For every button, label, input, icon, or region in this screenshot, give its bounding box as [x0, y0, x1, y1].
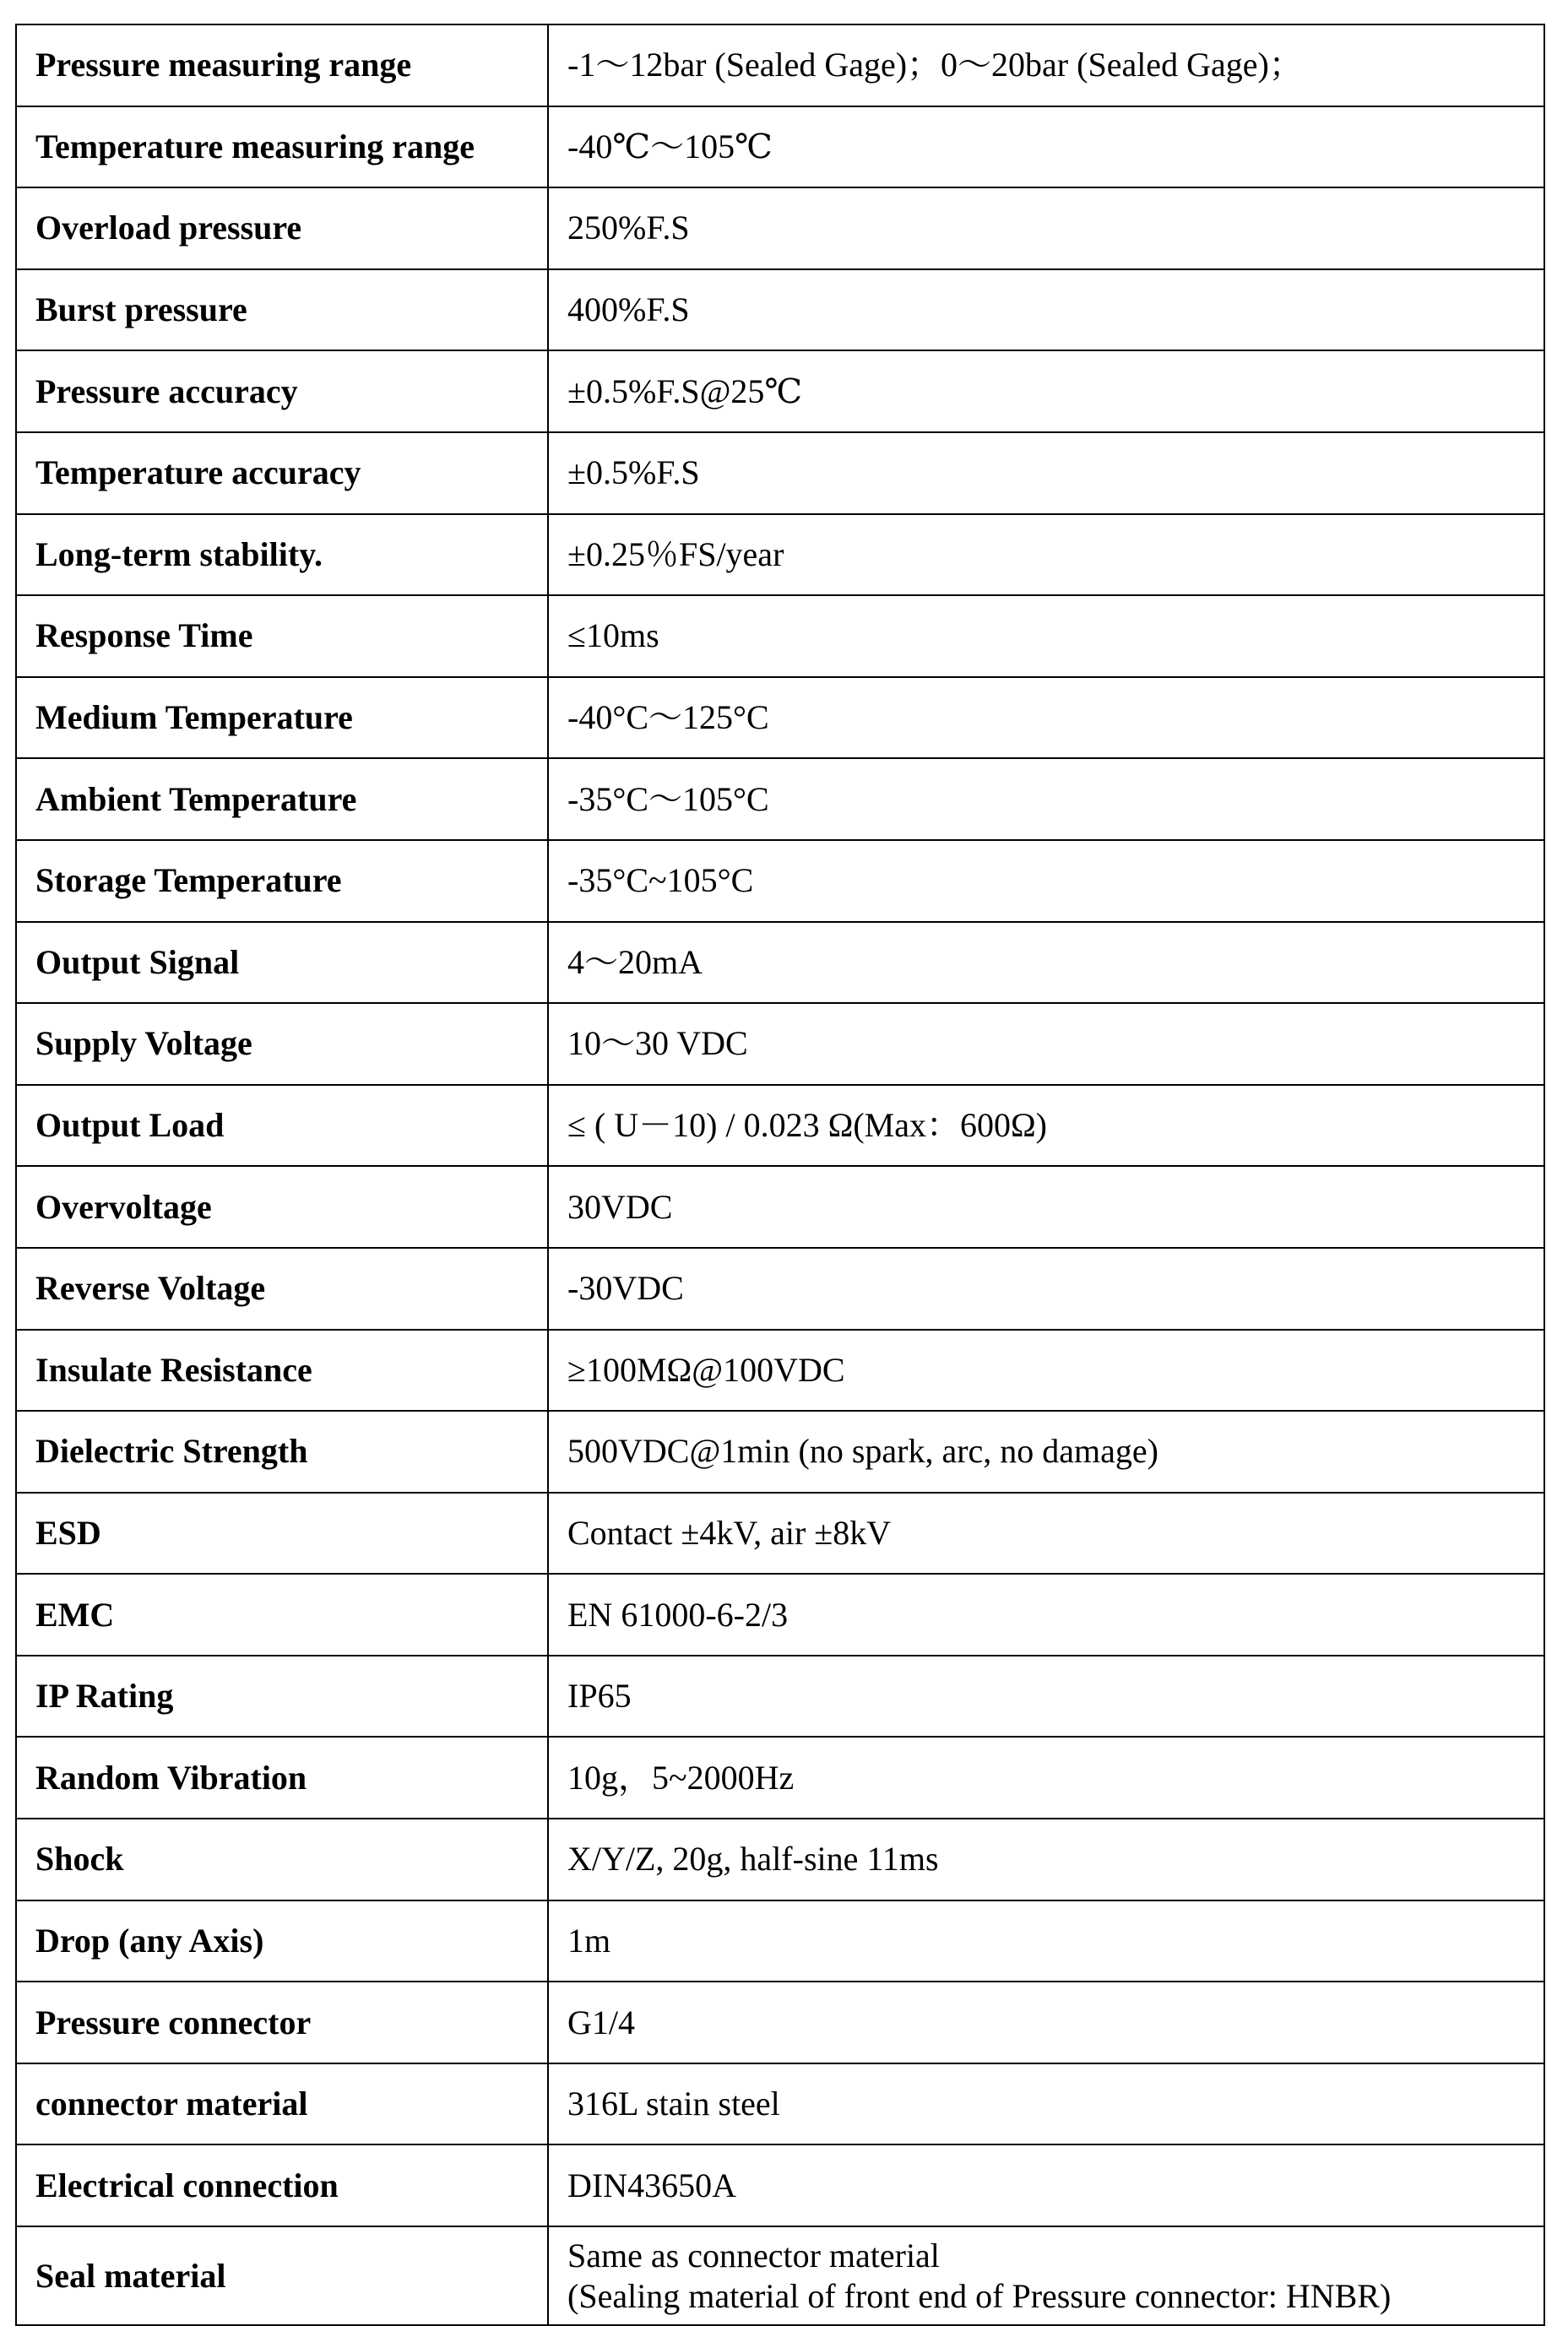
table-row: [16, 1493, 1544, 1575]
spec-value-line: -40°C～125°C: [567, 698, 769, 737]
spec-label: Seal material: [16, 2226, 548, 2325]
spec-value: [548, 1819, 1544, 1900]
spec-value: [548, 1900, 1544, 1982]
spec-label: Ambient Temperature: [16, 758, 548, 840]
spec-value-line: 1m: [567, 1921, 611, 1960]
spec-label: Overvoltage: [16, 1166, 548, 1248]
spec-value-line: Same as connector material: [567, 2236, 940, 2274]
spec-value-line: -1～12bar (Sealed Gage)；0～20bar (Sealed Gage)；: [567, 46, 1303, 84]
spec-value: [548, 840, 1544, 922]
spec-value: [548, 432, 1544, 514]
spec-value-line: -35°C～105°C: [567, 779, 769, 818]
spec-label: Response Time: [16, 595, 548, 677]
spec-value-line: 30VDC: [567, 1187, 673, 1226]
spec-label: Medium Temperature: [16, 677, 548, 759]
spec-value: [548, 595, 1544, 677]
table-row: [16, 106, 1544, 188]
spec-value-line: 400%F.S: [567, 290, 690, 329]
spec-value-line: 4～20mA: [567, 942, 703, 981]
spec-value: [548, 106, 1544, 188]
spec-label: Dielectric Strength: [16, 1411, 548, 1493]
spec-value: [548, 1737, 1544, 1819]
spec-value: [548, 2226, 1544, 2325]
table-row: [16, 24, 1544, 106]
spec-value-line: 250%F.S: [567, 209, 690, 247]
table-row: [16, 677, 1544, 759]
spec-label: Random Vibration: [16, 1737, 548, 1819]
spec-value-line: -40℃～105℃: [567, 127, 773, 165]
spec-value: [548, 514, 1544, 596]
spec-label: EMC: [16, 1574, 548, 1656]
table-row: [16, 1737, 1544, 1819]
table-row: [16, 187, 1544, 269]
spec-value: [548, 1085, 1544, 1167]
spec-value-line: 500VDC@1min (no spark, arc, no damage): [567, 1432, 1158, 1471]
spec-value-line: IP65: [567, 1677, 632, 1716]
spec-label: Output Load: [16, 1085, 548, 1167]
spec-value-line: 10～30 VDC: [567, 1024, 748, 1063]
spec-value-line: ±0.5%F.S@25℃: [567, 371, 803, 410]
spec-value-line: ≥100MΩ@100VDC: [567, 1350, 845, 1389]
spec-value-line: 316L stain steel: [567, 2085, 780, 2123]
spec-value-line: Contact ±4kV, air ±8kV: [567, 1513, 892, 1552]
spec-label: Long-term stability.: [16, 514, 548, 596]
spec-value-line: ±0.5%F.S: [567, 453, 700, 492]
spec-label: Pressure accuracy: [16, 350, 548, 432]
spec-value-line: EN 61000-6-2/3: [567, 1595, 789, 1634]
table-row: [16, 1574, 1544, 1656]
spec-label: Supply Voltage: [16, 1003, 548, 1085]
table-row: [16, 2063, 1544, 2145]
spec-label: Insulate Resistance: [16, 1330, 548, 1412]
spec-label: Temperature accuracy: [16, 432, 548, 514]
spec-value: [548, 922, 1544, 1004]
spec-value: [548, 269, 1544, 351]
table-row: [16, 840, 1544, 922]
spec-value: [548, 2144, 1544, 2226]
table-row: [16, 1166, 1544, 1248]
spec-label: Electrical connection: [16, 2144, 548, 2226]
spec-label: Burst pressure: [16, 269, 548, 351]
table-row: [16, 1900, 1544, 1982]
table-row: [16, 595, 1544, 677]
spec-value: [548, 1330, 1544, 1412]
spec-value: [548, 1003, 1544, 1085]
table-row: [16, 1656, 1544, 1738]
table-row: [16, 432, 1544, 514]
table-row: [16, 1248, 1544, 1330]
table-row: [16, 2144, 1544, 2226]
spec-label: Output Signal: [16, 922, 548, 1004]
spec-value-line: ±0.25％FS/year: [567, 534, 784, 573]
table-row: [16, 1411, 1544, 1493]
spec-label: Storage Temperature: [16, 840, 548, 922]
table-row: [16, 1982, 1544, 2063]
spec-label: Shock: [16, 1819, 548, 1900]
table-row: [16, 1819, 1544, 1900]
spec-value: [548, 1411, 1544, 1493]
spec-value: [548, 1248, 1544, 1330]
spec-value: [548, 187, 1544, 269]
table-row: [16, 758, 1544, 840]
spec-label: IP Rating: [16, 1656, 548, 1738]
spec-value: [548, 758, 1544, 840]
spec-value-line: ≤10ms: [567, 616, 659, 655]
table-row: [16, 269, 1544, 351]
spec-value: [548, 1982, 1544, 2063]
spec-value: [548, 1166, 1544, 1248]
spec-label: Reverse Voltage: [16, 1248, 548, 1330]
spec-value-line: DIN43650A: [567, 2166, 736, 2204]
table-row: [16, 514, 1544, 596]
table-row: [16, 1330, 1544, 1412]
spec-value-line: (Sealing material of front end of Pressure connector: HNBR): [567, 2276, 1392, 2315]
spec-value-line: -35°C~105°C: [567, 861, 754, 900]
spec-value-line: X/Y/Z, 20g, half-sine 11ms: [567, 1840, 939, 1879]
spec-label: Temperature measuring range: [16, 106, 548, 188]
spec-value-line: ≤ ( U－10) / 0.023 Ω(Max：600Ω): [567, 1106, 1048, 1145]
spec-label: Drop (any Axis): [16, 1900, 548, 1982]
spec-value: [548, 677, 1544, 759]
spec-table: [15, 24, 1545, 2326]
table-row: [16, 1085, 1544, 1167]
spec-table-body: [16, 24, 1544, 2325]
spec-value: [548, 350, 1544, 432]
table-row: [16, 2226, 1544, 2325]
table-row: [16, 922, 1544, 1004]
spec-value-line: -30VDC: [567, 1269, 684, 1308]
spec-label: Pressure connector: [16, 1982, 548, 2063]
spec-value: [548, 1574, 1544, 1656]
spec-value: [548, 2063, 1544, 2145]
spec-label: connector material: [16, 2063, 548, 2145]
table-row: [16, 350, 1544, 432]
spec-value-line: G1/4: [567, 2003, 635, 2041]
table-row: [16, 1003, 1544, 1085]
spec-value: [548, 1493, 1544, 1575]
spec-value-line: 10g，5~2000Hz: [567, 1758, 795, 1797]
spec-value: [548, 1656, 1544, 1738]
spec-value: [548, 24, 1544, 106]
spec-label: Overload pressure: [16, 187, 548, 269]
spec-label: Pressure measuring range: [16, 24, 548, 106]
spec-label: ESD: [16, 1493, 548, 1575]
